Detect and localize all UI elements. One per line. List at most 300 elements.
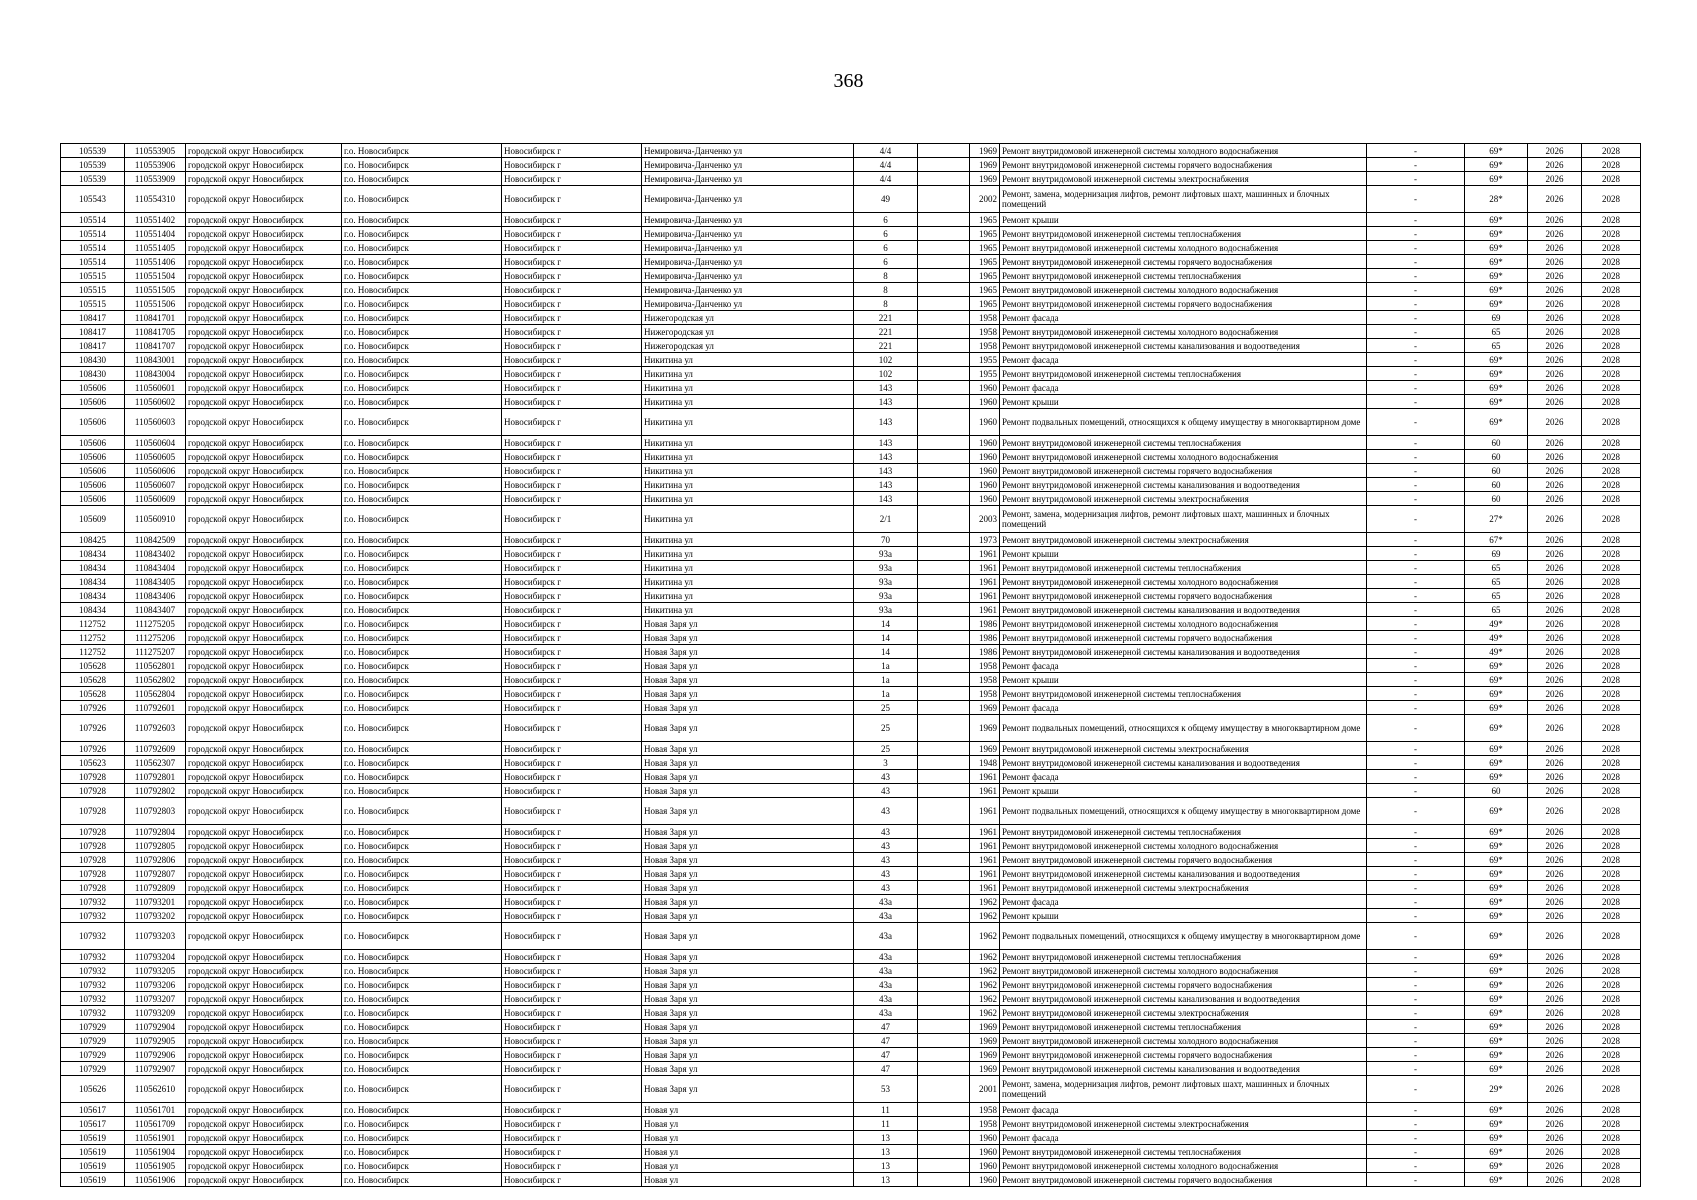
cell-value: 69* bbox=[1465, 839, 1528, 853]
cell-municipal-district: городской округ Новосибирск bbox=[186, 673, 342, 687]
cell-year-end: 2028 bbox=[1582, 1006, 1641, 1020]
cell-work-id: 110843407 bbox=[125, 603, 186, 617]
cell-municipality: г.о. Новосибирск bbox=[342, 964, 502, 978]
cell-locality: Новосибирск г bbox=[502, 839, 642, 853]
cell-street: Новая Заря ул bbox=[642, 825, 854, 839]
cell-value: 69* bbox=[1465, 1006, 1528, 1020]
cell-dash: - bbox=[1367, 687, 1465, 701]
cell-municipal-district: городской округ Новосибирск bbox=[186, 241, 342, 255]
cell-municipal-district: городской округ Новосибирск bbox=[186, 1103, 342, 1117]
cell-locality: Новосибирск г bbox=[502, 992, 642, 1006]
cell-build-year: 1969 bbox=[970, 1034, 1000, 1048]
table-row bbox=[61, 1062, 1641, 1076]
cell-building bbox=[918, 1062, 970, 1076]
cell-work-id: 110792806 bbox=[125, 853, 186, 867]
cell-locality: Новосибирск г bbox=[502, 186, 642, 213]
cell-municipality: г.о. Новосибирск bbox=[342, 992, 502, 1006]
table-row bbox=[61, 241, 1641, 255]
cell-work-type: Ремонт, замена, модернизация лифтов, ремонт лифтовых шахт, машинных и блочных помещений bbox=[1000, 1076, 1367, 1103]
cell-build-year: 1969 bbox=[970, 144, 1000, 158]
cell-dash: - bbox=[1367, 853, 1465, 867]
cell-value: 69* bbox=[1465, 964, 1528, 978]
cell-work-id: 110561906 bbox=[125, 1173, 186, 1187]
cell-municipal-district: городской округ Новосибирск bbox=[186, 631, 342, 645]
cell-value: 69* bbox=[1465, 297, 1528, 311]
cell-locality: Новосибирск г bbox=[502, 506, 642, 533]
cell-dash: - bbox=[1367, 186, 1465, 213]
cell-dash: - bbox=[1367, 1103, 1465, 1117]
cell-house-number: 6 bbox=[854, 227, 918, 241]
cell-municipal-district: городской округ Новосибирск bbox=[186, 881, 342, 895]
cell-year-end: 2028 bbox=[1582, 673, 1641, 687]
cell-work-id: 110560603 bbox=[125, 409, 186, 436]
cell-locality: Новосибирск г bbox=[502, 311, 642, 325]
table-row bbox=[61, 923, 1641, 950]
cell-work-id: 110792807 bbox=[125, 867, 186, 881]
cell-work-id: 110560609 bbox=[125, 492, 186, 506]
cell-work-id: 110792609 bbox=[125, 742, 186, 756]
cell-locality: Новосибирск г bbox=[502, 1076, 642, 1103]
cell-building bbox=[918, 687, 970, 701]
table-row bbox=[61, 589, 1641, 603]
cell-house-id: 105606 bbox=[61, 395, 125, 409]
cell-building bbox=[918, 144, 970, 158]
cell-work-type: Ремонт внутридомовой инженерной системы теплоснабжения bbox=[1000, 1145, 1367, 1159]
cell-municipality: г.о. Новосибирск bbox=[342, 1048, 502, 1062]
cell-house-number: 13 bbox=[854, 1131, 918, 1145]
cell-dash: - bbox=[1367, 1006, 1465, 1020]
cell-build-year: 1960 bbox=[970, 464, 1000, 478]
cell-year-end: 2028 bbox=[1582, 756, 1641, 770]
table-row bbox=[61, 1173, 1641, 1187]
cell-work-type: Ремонт подвальных помещений, относящихся к общему имуществу в многоквартирном доме bbox=[1000, 409, 1367, 436]
cell-work-id: 110551405 bbox=[125, 241, 186, 255]
cell-street: Новая Заря ул bbox=[642, 645, 854, 659]
cell-dash: - bbox=[1367, 589, 1465, 603]
cell-work-id: 110561904 bbox=[125, 1145, 186, 1159]
cell-work-id: 110792802 bbox=[125, 784, 186, 798]
cell-dash: - bbox=[1367, 172, 1465, 186]
cell-locality: Новосибирск г bbox=[502, 659, 642, 673]
cell-year-start: 2026 bbox=[1528, 213, 1582, 227]
cell-municipal-district: городской округ Новосибирск bbox=[186, 1034, 342, 1048]
cell-year-start: 2026 bbox=[1528, 1145, 1582, 1159]
cell-building bbox=[918, 478, 970, 492]
cell-build-year: 1969 bbox=[970, 1062, 1000, 1076]
cell-year-start: 2026 bbox=[1528, 227, 1582, 241]
cell-municipality: г.о. Новосибирск bbox=[342, 269, 502, 283]
cell-year-end: 2028 bbox=[1582, 1034, 1641, 1048]
cell-work-id: 111275205 bbox=[125, 617, 186, 631]
cell-municipality: г.о. Новосибирск bbox=[342, 645, 502, 659]
table-row bbox=[61, 1034, 1641, 1048]
cell-build-year: 1960 bbox=[970, 395, 1000, 409]
cell-house-number: 49 bbox=[854, 186, 918, 213]
cell-municipality: г.о. Новосибирск bbox=[342, 381, 502, 395]
cell-municipal-district: городской округ Новосибирск bbox=[186, 506, 342, 533]
cell-build-year: 1948 bbox=[970, 756, 1000, 770]
cell-municipal-district: городской округ Новосибирск bbox=[186, 964, 342, 978]
cell-value: 69* bbox=[1465, 867, 1528, 881]
cell-street: Новая Заря ул bbox=[642, 1006, 854, 1020]
cell-house-id: 105606 bbox=[61, 478, 125, 492]
cell-municipal-district: городской округ Новосибирск bbox=[186, 1076, 342, 1103]
cell-year-start: 2026 bbox=[1528, 158, 1582, 172]
cell-building bbox=[918, 756, 970, 770]
cell-house-id: 105623 bbox=[61, 756, 125, 770]
cell-year-end: 2028 bbox=[1582, 992, 1641, 1006]
table-row bbox=[61, 547, 1641, 561]
table-row bbox=[61, 756, 1641, 770]
cell-building bbox=[918, 701, 970, 715]
cell-work-id: 110551404 bbox=[125, 227, 186, 241]
table-row bbox=[61, 395, 1641, 409]
cell-year-start: 2026 bbox=[1528, 923, 1582, 950]
table-row bbox=[61, 645, 1641, 659]
cell-municipality: г.о. Новосибирск bbox=[342, 158, 502, 172]
cell-locality: Новосибирск г bbox=[502, 1006, 642, 1020]
cell-work-type: Ремонт внутридомовой инженерной системы канализования и водоотведения bbox=[1000, 339, 1367, 353]
cell-dash: - bbox=[1367, 241, 1465, 255]
cell-work-type: Ремонт фасада bbox=[1000, 895, 1367, 909]
cell-build-year: 1960 bbox=[970, 409, 1000, 436]
cell-build-year: 1969 bbox=[970, 172, 1000, 186]
cell-municipality: г.о. Новосибирск bbox=[342, 436, 502, 450]
cell-build-year: 1961 bbox=[970, 589, 1000, 603]
cell-work-id: 110560606 bbox=[125, 464, 186, 478]
cell-municipality: г.о. Новосибирск bbox=[342, 923, 502, 950]
table-row bbox=[61, 742, 1641, 756]
cell-street: Никитина ул bbox=[642, 533, 854, 547]
cell-building bbox=[918, 798, 970, 825]
cell-building bbox=[918, 381, 970, 395]
cell-work-type: Ремонт внутридомовой инженерной системы холодного водоснабжения bbox=[1000, 839, 1367, 853]
cell-year-start: 2026 bbox=[1528, 825, 1582, 839]
cell-work-type: Ремонт внутридомовой инженерной системы горячего водоснабжения bbox=[1000, 853, 1367, 867]
table-row bbox=[61, 325, 1641, 339]
cell-building bbox=[918, 923, 970, 950]
cell-work-type: Ремонт внутридомовой инженерной системы горячего водоснабжения bbox=[1000, 589, 1367, 603]
cell-house-number: 3 bbox=[854, 756, 918, 770]
cell-locality: Новосибирск г bbox=[502, 575, 642, 589]
cell-street: Новая Заря ул bbox=[642, 701, 854, 715]
cell-house-number: 43а bbox=[854, 909, 918, 923]
cell-value: 27* bbox=[1465, 506, 1528, 533]
cell-work-type: Ремонт внутридомовой инженерной системы холодного водоснабжения bbox=[1000, 241, 1367, 255]
cell-dash: - bbox=[1367, 631, 1465, 645]
cell-year-start: 2026 bbox=[1528, 1062, 1582, 1076]
cell-municipal-district: городской округ Новосибирск bbox=[186, 992, 342, 1006]
cell-house-id: 107932 bbox=[61, 923, 125, 950]
table-row bbox=[61, 213, 1641, 227]
cell-municipality: г.о. Новосибирск bbox=[342, 659, 502, 673]
cell-building bbox=[918, 186, 970, 213]
cell-value: 69* bbox=[1465, 1020, 1528, 1034]
cell-year-start: 2026 bbox=[1528, 978, 1582, 992]
cell-value: 28* bbox=[1465, 186, 1528, 213]
cell-year-start: 2026 bbox=[1528, 436, 1582, 450]
cell-work-type: Ремонт внутридомовой инженерной системы электроснабжения bbox=[1000, 533, 1367, 547]
cell-municipality: г.о. Новосибирск bbox=[342, 853, 502, 867]
cell-house-id: 112752 bbox=[61, 617, 125, 631]
cell-work-id: 110792905 bbox=[125, 1034, 186, 1048]
cell-dash: - bbox=[1367, 575, 1465, 589]
cell-house-number: 1а bbox=[854, 673, 918, 687]
cell-year-start: 2026 bbox=[1528, 381, 1582, 395]
cell-value: 60 bbox=[1465, 450, 1528, 464]
cell-build-year: 1960 bbox=[970, 478, 1000, 492]
cell-house-number: 43а bbox=[854, 1006, 918, 1020]
cell-house-id: 108430 bbox=[61, 367, 125, 381]
table-row bbox=[61, 770, 1641, 784]
cell-build-year: 1962 bbox=[970, 964, 1000, 978]
cell-municipal-district: городской округ Новосибирск bbox=[186, 492, 342, 506]
cell-year-end: 2028 bbox=[1582, 1173, 1641, 1187]
cell-house-id: 107928 bbox=[61, 798, 125, 825]
cell-work-type: Ремонт внутридомовой инженерной системы холодного водоснабжения bbox=[1000, 617, 1367, 631]
cell-municipal-district: городской округ Новосибирск bbox=[186, 1006, 342, 1020]
cell-work-type: Ремонт внутридомовой инженерной системы теплоснабжения bbox=[1000, 561, 1367, 575]
cell-municipal-district: городской округ Новосибирск bbox=[186, 645, 342, 659]
cell-municipal-district: городской округ Новосибирск bbox=[186, 464, 342, 478]
cell-value: 69* bbox=[1465, 742, 1528, 756]
cell-build-year: 1961 bbox=[970, 784, 1000, 798]
cell-house-id: 108417 bbox=[61, 339, 125, 353]
table-row bbox=[61, 367, 1641, 381]
cell-municipal-district: городской округ Новосибирск bbox=[186, 144, 342, 158]
cell-dash: - bbox=[1367, 213, 1465, 227]
table-row bbox=[61, 825, 1641, 839]
cell-building bbox=[918, 1173, 970, 1187]
cell-work-id: 110793202 bbox=[125, 909, 186, 923]
cell-locality: Новосибирск г bbox=[502, 144, 642, 158]
cell-work-id: 110792906 bbox=[125, 1048, 186, 1062]
cell-municipality: г.о. Новосибирск bbox=[342, 311, 502, 325]
cell-street: Новая ул bbox=[642, 1103, 854, 1117]
table-row bbox=[61, 436, 1641, 450]
cell-dash: - bbox=[1367, 158, 1465, 172]
cell-value: 60 bbox=[1465, 492, 1528, 506]
cell-build-year: 1958 bbox=[970, 1117, 1000, 1131]
cell-locality: Новосибирск г bbox=[502, 283, 642, 297]
cell-street: Никитина ул bbox=[642, 381, 854, 395]
table-row bbox=[61, 186, 1641, 213]
cell-municipality: г.о. Новосибирск bbox=[342, 339, 502, 353]
cell-street: Никитина ул bbox=[642, 409, 854, 436]
table-row bbox=[61, 631, 1641, 645]
cell-work-type: Ремонт внутридомовой инженерной системы электроснабжения bbox=[1000, 172, 1367, 186]
cell-year-end: 2028 bbox=[1582, 631, 1641, 645]
cell-dash: - bbox=[1367, 881, 1465, 895]
cell-build-year: 1960 bbox=[970, 450, 1000, 464]
cell-house-number: 14 bbox=[854, 645, 918, 659]
cell-locality: Новосибирск г bbox=[502, 255, 642, 269]
cell-municipality: г.о. Новосибирск bbox=[342, 1173, 502, 1187]
cell-build-year: 1962 bbox=[970, 992, 1000, 1006]
cell-locality: Новосибирск г bbox=[502, 547, 642, 561]
cell-municipal-district: городской округ Новосибирск bbox=[186, 589, 342, 603]
cell-street: Новая Заря ул bbox=[642, 742, 854, 756]
cell-work-type: Ремонт фасада bbox=[1000, 381, 1367, 395]
cell-street: Новая Заря ул bbox=[642, 978, 854, 992]
capital-repair-table bbox=[60, 143, 1641, 1187]
cell-year-end: 2028 bbox=[1582, 575, 1641, 589]
cell-year-end: 2028 bbox=[1582, 297, 1641, 311]
cell-build-year: 1973 bbox=[970, 533, 1000, 547]
cell-year-end: 2028 bbox=[1582, 478, 1641, 492]
cell-locality: Новосибирск г bbox=[502, 269, 642, 283]
cell-value: 67* bbox=[1465, 533, 1528, 547]
cell-building bbox=[918, 395, 970, 409]
cell-work-id: 110561709 bbox=[125, 1117, 186, 1131]
cell-year-end: 2028 bbox=[1582, 255, 1641, 269]
cell-value: 69* bbox=[1465, 1131, 1528, 1145]
cell-locality: Новосибирск г bbox=[502, 645, 642, 659]
cell-work-type: Ремонт внутридомовой инженерной системы горячего водоснабжения bbox=[1000, 1173, 1367, 1187]
cell-work-id: 110561901 bbox=[125, 1131, 186, 1145]
cell-municipality: г.о. Новосибирск bbox=[342, 575, 502, 589]
cell-work-type: Ремонт крыши bbox=[1000, 395, 1367, 409]
cell-year-end: 2028 bbox=[1582, 1145, 1641, 1159]
cell-work-type: Ремонт внутридомовой инженерной системы холодного водоснабжения bbox=[1000, 575, 1367, 589]
cell-building bbox=[918, 978, 970, 992]
cell-year-end: 2028 bbox=[1582, 325, 1641, 339]
table-row bbox=[61, 1020, 1641, 1034]
cell-municipal-district: городской округ Новосибирск bbox=[186, 339, 342, 353]
cell-street: Никитина ул bbox=[642, 506, 854, 533]
cell-municipality: г.о. Новосибирск bbox=[342, 283, 502, 297]
cell-year-start: 2026 bbox=[1528, 909, 1582, 923]
cell-year-end: 2028 bbox=[1582, 1020, 1641, 1034]
cell-year-start: 2026 bbox=[1528, 673, 1582, 687]
cell-build-year: 1961 bbox=[970, 575, 1000, 589]
cell-work-type: Ремонт внутридомовой инженерной системы горячего водоснабжения bbox=[1000, 158, 1367, 172]
cell-work-type: Ремонт внутридомовой инженерной системы холодного водоснабжения bbox=[1000, 1159, 1367, 1173]
cell-municipality: г.о. Новосибирск bbox=[342, 492, 502, 506]
cell-year-end: 2028 bbox=[1582, 409, 1641, 436]
cell-house-number: 143 bbox=[854, 478, 918, 492]
cell-dash: - bbox=[1367, 381, 1465, 395]
cell-build-year: 1960 bbox=[970, 381, 1000, 395]
cell-year-start: 2026 bbox=[1528, 950, 1582, 964]
cell-municipality: г.о. Новосибирск bbox=[342, 1062, 502, 1076]
cell-year-end: 2028 bbox=[1582, 881, 1641, 895]
cell-work-type: Ремонт, замена, модернизация лифтов, ремонт лифтовых шахт, машинных и блочных помещений bbox=[1000, 186, 1367, 213]
cell-dash: - bbox=[1367, 895, 1465, 909]
table-row bbox=[61, 464, 1641, 478]
cell-street: Немировича-Данченко ул bbox=[642, 186, 854, 213]
cell-building bbox=[918, 1117, 970, 1131]
cell-work-id: 110841701 bbox=[125, 311, 186, 325]
cell-locality: Новосибирск г bbox=[502, 339, 642, 353]
cell-street: Никитина ул bbox=[642, 367, 854, 381]
cell-municipality: г.о. Новосибирск bbox=[342, 1034, 502, 1048]
cell-street: Новая Заря ул bbox=[642, 1048, 854, 1062]
cell-dash: - bbox=[1367, 255, 1465, 269]
cell-house-id: 105543 bbox=[61, 186, 125, 213]
cell-work-id: 110843406 bbox=[125, 589, 186, 603]
cell-work-id: 110841705 bbox=[125, 325, 186, 339]
cell-year-start: 2026 bbox=[1528, 1173, 1582, 1187]
cell-year-start: 2026 bbox=[1528, 742, 1582, 756]
cell-house-id: 105619 bbox=[61, 1173, 125, 1187]
cell-value: 49* bbox=[1465, 645, 1528, 659]
cell-dash: - bbox=[1367, 1062, 1465, 1076]
cell-municipality: г.о. Новосибирск bbox=[342, 227, 502, 241]
cell-house-id: 105606 bbox=[61, 464, 125, 478]
cell-dash: - bbox=[1367, 839, 1465, 853]
cell-build-year: 1965 bbox=[970, 269, 1000, 283]
cell-build-year: 1961 bbox=[970, 853, 1000, 867]
cell-year-end: 2028 bbox=[1582, 353, 1641, 367]
cell-building bbox=[918, 1131, 970, 1145]
cell-build-year: 1958 bbox=[970, 673, 1000, 687]
cell-building bbox=[918, 339, 970, 353]
cell-work-id: 110551506 bbox=[125, 297, 186, 311]
cell-year-start: 2026 bbox=[1528, 269, 1582, 283]
cell-house-id: 108425 bbox=[61, 533, 125, 547]
cell-year-end: 2028 bbox=[1582, 144, 1641, 158]
cell-municipality: г.о. Новосибирск bbox=[342, 825, 502, 839]
cell-municipal-district: городской округ Новосибирск bbox=[186, 325, 342, 339]
cell-locality: Новосибирск г bbox=[502, 964, 642, 978]
cell-street: Новая Заря ул bbox=[642, 673, 854, 687]
cell-house-number: 143 bbox=[854, 450, 918, 464]
cell-work-type: Ремонт внутридомовой инженерной системы горячего водоснабжения bbox=[1000, 631, 1367, 645]
cell-year-start: 2026 bbox=[1528, 492, 1582, 506]
cell-municipal-district: городской округ Новосибирск bbox=[186, 978, 342, 992]
cell-build-year: 2002 bbox=[970, 186, 1000, 213]
cell-year-start: 2026 bbox=[1528, 687, 1582, 701]
cell-building bbox=[918, 158, 970, 172]
cell-dash: - bbox=[1367, 1159, 1465, 1173]
cell-year-start: 2026 bbox=[1528, 297, 1582, 311]
cell-building bbox=[918, 561, 970, 575]
cell-work-id: 110792805 bbox=[125, 839, 186, 853]
table-row bbox=[61, 978, 1641, 992]
cell-value: 69* bbox=[1465, 381, 1528, 395]
table-row bbox=[61, 1048, 1641, 1062]
cell-municipality: г.о. Новосибирск bbox=[342, 547, 502, 561]
cell-year-start: 2026 bbox=[1528, 367, 1582, 381]
cell-year-end: 2028 bbox=[1582, 395, 1641, 409]
cell-dash: - bbox=[1367, 923, 1465, 950]
cell-work-id: 110843004 bbox=[125, 367, 186, 381]
cell-year-start: 2026 bbox=[1528, 1131, 1582, 1145]
cell-house-number: 13 bbox=[854, 1173, 918, 1187]
cell-work-type: Ремонт внутридомовой инженерной системы электроснабжения bbox=[1000, 742, 1367, 756]
table-row bbox=[61, 1159, 1641, 1173]
cell-street: Новая Заря ул bbox=[642, 950, 854, 964]
cell-municipal-district: городской округ Новосибирск bbox=[186, 687, 342, 701]
cell-locality: Новосибирск г bbox=[502, 617, 642, 631]
cell-house-number: 102 bbox=[854, 367, 918, 381]
cell-value: 69* bbox=[1465, 715, 1528, 742]
cell-year-start: 2026 bbox=[1528, 144, 1582, 158]
page-number: 368 bbox=[833, 70, 864, 92]
cell-year-end: 2028 bbox=[1582, 964, 1641, 978]
cell-municipal-district: городской округ Новосибирск bbox=[186, 923, 342, 950]
cell-municipality: г.о. Новосибирск bbox=[342, 784, 502, 798]
cell-house-number: 221 bbox=[854, 325, 918, 339]
cell-building bbox=[918, 589, 970, 603]
cell-build-year: 1961 bbox=[970, 561, 1000, 575]
cell-value: 69* bbox=[1465, 213, 1528, 227]
table-row bbox=[61, 561, 1641, 575]
cell-year-end: 2028 bbox=[1582, 1131, 1641, 1145]
cell-locality: Новосибирск г bbox=[502, 715, 642, 742]
cell-locality: Новосибирск г bbox=[502, 978, 642, 992]
